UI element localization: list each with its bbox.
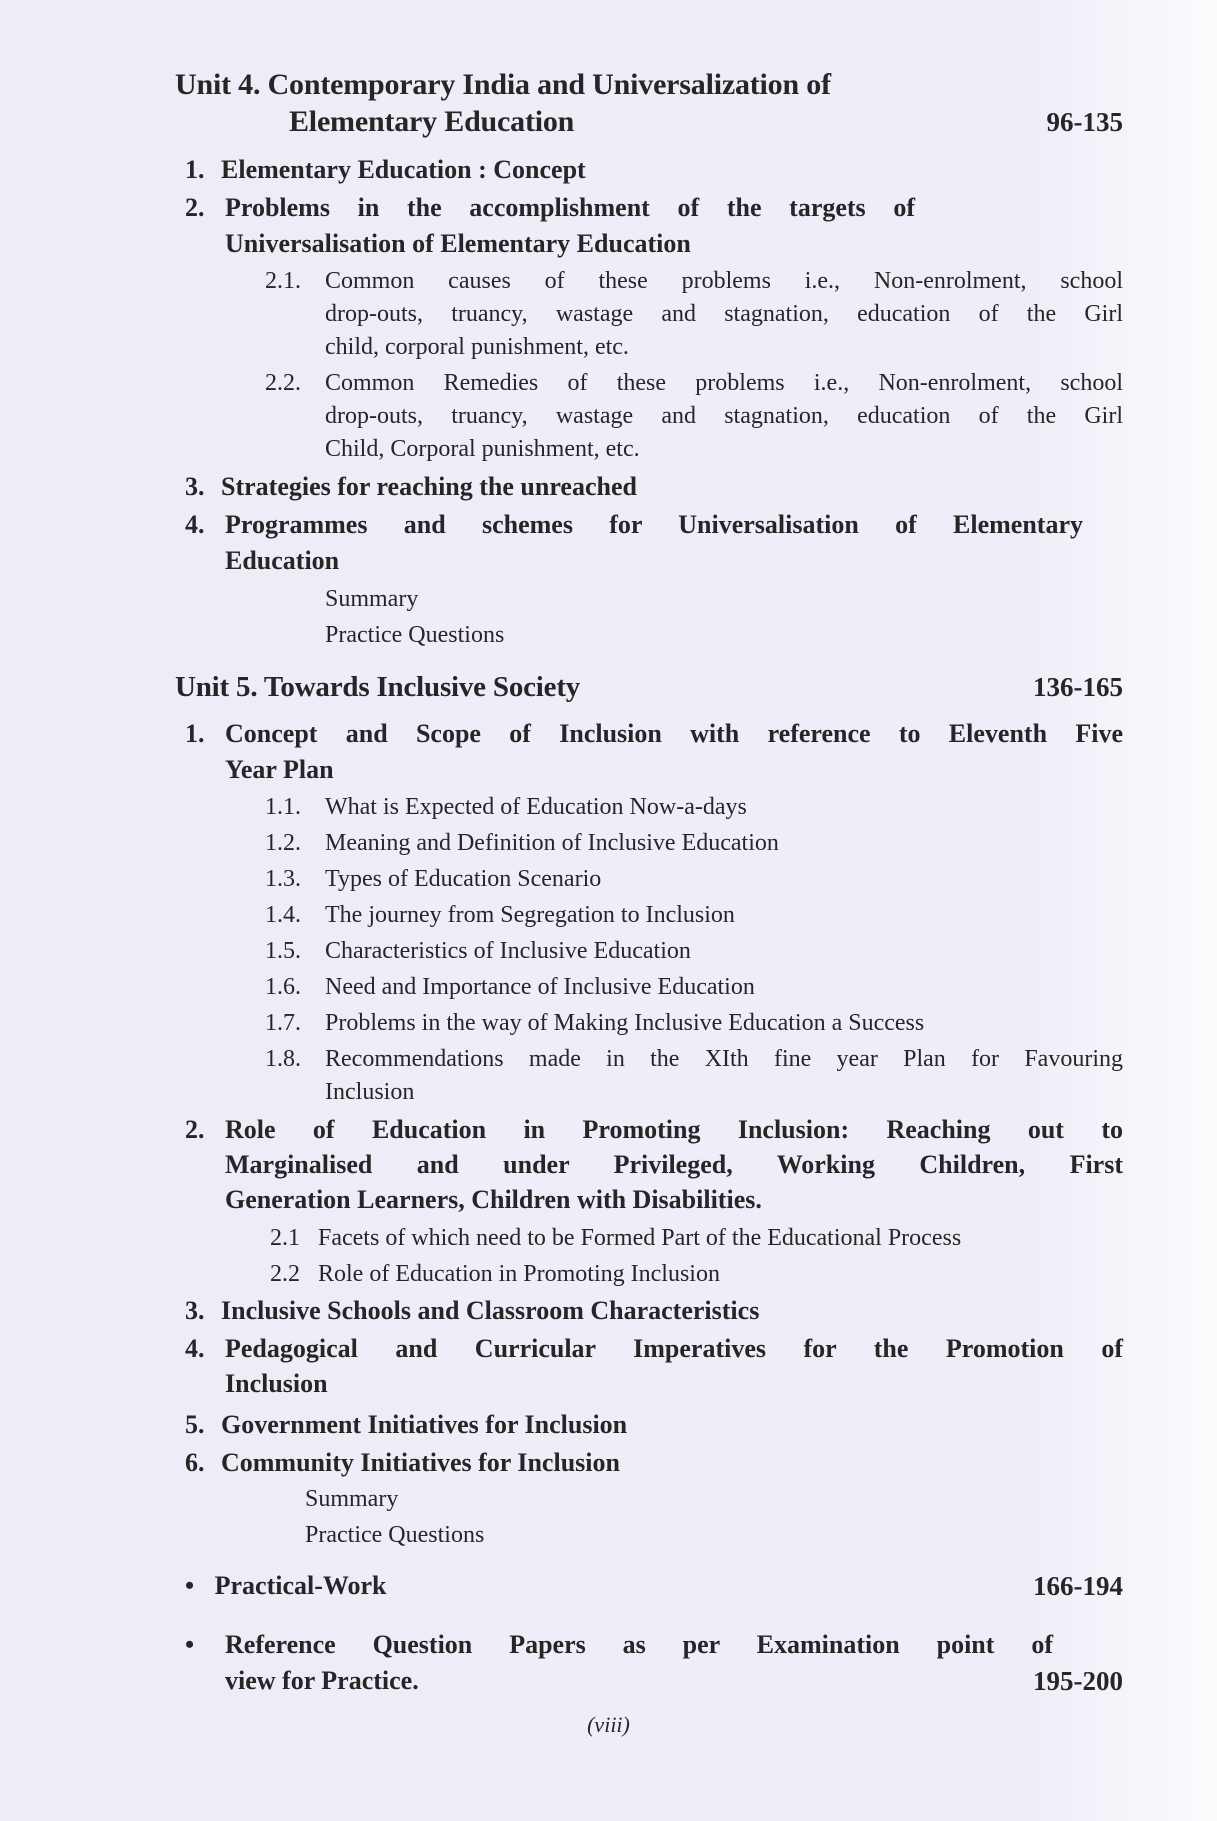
item-text-line1: Problems in the accomplishment of the targets of	[225, 193, 915, 222]
subitem-number: 1.6.	[265, 974, 301, 1000]
subitem-text-line: drop-outs, truancy, wastage and stagnation, education of the Girl	[325, 403, 1123, 429]
bullet-icon: •	[185, 1630, 195, 1659]
practice-questions-label: Practice Questions	[325, 622, 505, 648]
toc-item	[185, 155, 586, 185]
subitem-number: 1.4.	[265, 902, 301, 928]
item-text-line2: view for Practice.	[225, 1666, 419, 1695]
subitem-text-line: Facets of which need to be Formed Part of the Educational Process	[318, 1225, 962, 1251]
item-text-line1: Programmes and schemes for Universalisation of Elementary	[225, 510, 1083, 539]
subitem-text-line: Role of Education in Promoting Inclusion	[318, 1261, 720, 1287]
item-number: 3.	[185, 1296, 205, 1325]
subitem-number: 1.1.	[265, 794, 301, 820]
unit-5-page-range: 136-165	[1033, 672, 1123, 702]
item-text: Community Initiatives for Inclusion	[221, 1448, 620, 1477]
summary-label: Summary	[325, 586, 419, 612]
practical-work-page-range: 166-194	[1033, 1571, 1123, 1601]
subitem-number: 2.2	[270, 1261, 300, 1287]
subitem-number: 2.1	[270, 1225, 300, 1251]
reference-papers-page-range: 195-200	[1033, 1666, 1123, 1696]
subitem-text-line: Meaning and Definition of Inclusive Education	[325, 830, 779, 856]
item-text-line3: Generation Learners, Children with Disabilities.	[225, 1185, 762, 1214]
item-text: Inclusive Schools and Classroom Characteristics	[221, 1296, 760, 1325]
item-text-line1: Reference Question Papers as per Examination point of	[225, 1630, 1053, 1659]
subitem-number: 1.8.	[265, 1046, 301, 1072]
subitem-text-line: Types of Education Scenario	[325, 866, 602, 892]
subitem-text-line: Characteristics of Inclusive Education	[325, 938, 691, 964]
item-text: Government Initiatives for Inclusion	[221, 1410, 628, 1439]
item-text-line2: Marginalised and under Privileged, Working Children, First	[225, 1150, 1123, 1179]
subitem-number: 1.3.	[265, 866, 301, 892]
item-number: 1.	[185, 719, 205, 748]
item-text-line1: Pedagogical and Curricular Imperatives for the Promotion of	[225, 1334, 1123, 1363]
subitem-text-line: What is Expected of Education Now-a-days	[325, 794, 747, 820]
item-number: 1.	[185, 155, 205, 184]
item-number: 2.	[185, 1115, 205, 1144]
unit-5-title: Unit 5. Towards Inclusive Society	[175, 671, 581, 703]
subitem-number: 1.5.	[265, 938, 301, 964]
subitem-text-line: Child, Corporal punishment, etc.	[325, 436, 640, 462]
toc-item	[185, 1410, 627, 1440]
item-text-line1: Role of Education in Promoting Inclusion: Reaching out to	[225, 1115, 1123, 1144]
unit-4-title-line1: Unit 4. Contemporary India and Universalization of	[175, 68, 831, 101]
subitem-text-line: drop-outs, truancy, wastage and stagnation, education of the Girl	[325, 301, 1123, 327]
subitem-text-line: Inclusion	[325, 1079, 415, 1105]
bullet-icon: •	[185, 1571, 195, 1600]
item-number: 4.	[185, 1334, 205, 1363]
subitem-text-line: Common Remedies of these problems i.e., Non-enrolment, school	[325, 370, 1123, 396]
toc-item	[185, 472, 637, 502]
item-text-line2: Universalisation of Elementary Education	[225, 229, 691, 258]
practice-questions-label: Practice Questions	[305, 1522, 485, 1548]
subitem-text-line: Problems in the way of Making Inclusive Education a Success	[325, 1010, 925, 1036]
item-text: Practical-Work	[214, 1571, 387, 1600]
item-text-line1: Concept and Scope of Inclusion with reference to Eleventh Five	[225, 719, 1123, 748]
item-text-line2: Inclusion	[225, 1369, 328, 1398]
subitem-text-line: The journey from Segregation to Inclusion	[325, 902, 735, 928]
subitem-number: 1.2.	[265, 830, 301, 856]
toc-item	[185, 1296, 759, 1326]
toc-extra-item	[185, 1571, 386, 1601]
subitem-number: 1.7.	[265, 1010, 301, 1036]
item-number: 4.	[185, 510, 205, 539]
subitem-text-line: Need and Importance of Inclusive Education	[325, 974, 755, 1000]
unit-4-title-line2: Elementary Education	[289, 105, 575, 138]
item-text-line2: Year Plan	[225, 755, 334, 784]
subitem-text-line: Recommendations made in the XIth fine year Plan for Favouring	[325, 1046, 1123, 1072]
page-folio: (viii)	[587, 1712, 630, 1737]
subitem-number: 2.2.	[265, 370, 301, 396]
item-number: 6.	[185, 1448, 205, 1477]
summary-label: Summary	[305, 1486, 399, 1512]
item-text-line2: Education	[225, 546, 340, 575]
unit-4-page-range: 96-135	[1046, 107, 1123, 137]
subitem-number: 2.1.	[265, 268, 301, 294]
subitem-text-line: child, corporal punishment, etc.	[325, 334, 629, 360]
toc-item	[185, 1448, 620, 1478]
item-text: Elementary Education : Concept	[221, 155, 586, 184]
item-number: 2.	[185, 193, 205, 222]
item-number: 5.	[185, 1410, 205, 1439]
subitem-text-line: Common causes of these problems i.e., Non-enrolment, school	[325, 268, 1123, 294]
item-text: Strategies for reaching the unreached	[221, 472, 637, 501]
item-number: 3.	[185, 472, 205, 501]
